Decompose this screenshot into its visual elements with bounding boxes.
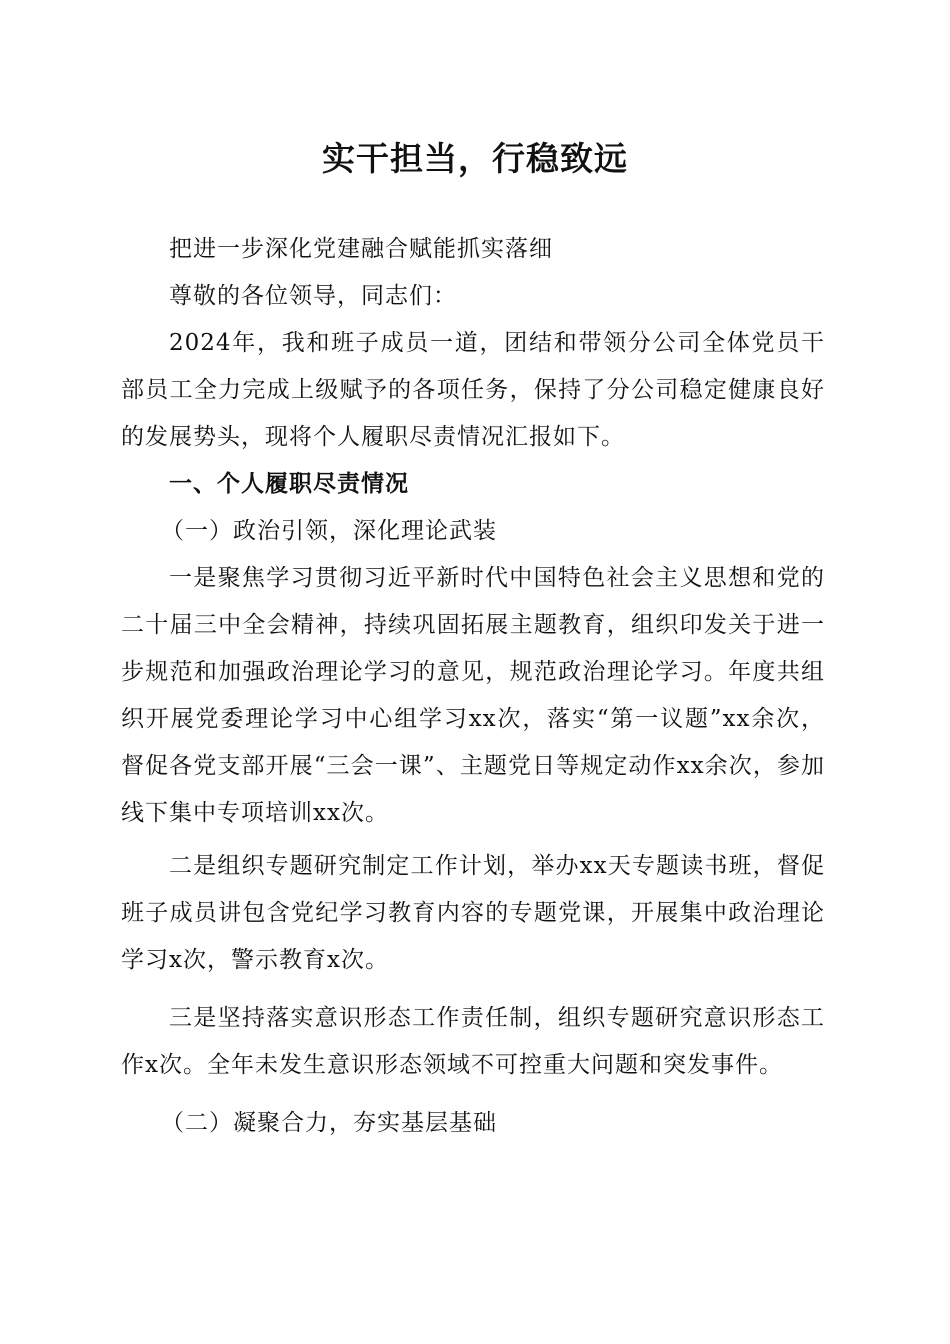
subtitle-line: 把进一步深化党建融合赋能抓实落细 [169, 236, 553, 262]
subsection-heading-1: （一）政治引领，深化理论武装 [161, 518, 497, 544]
paragraph-point-2: 二是组织专题研究制定工作计划，举办xx天专题读书班，督促班子成员讲包含党纪学习教育内容的专题党课，开展集中政治理论学习x次，警示教育x次。 [121, 853, 825, 973]
paragraph-point-3: 三是坚持落实意识形态工作责任制，组织专题研究意识形态工作x次。全年未发生意识形态领域不可控重大问题和突发事件。 [121, 1005, 825, 1078]
document-title: 实干担当，行稳致远 [322, 139, 628, 178]
intro-paragraph: 2024年，我和班子成员一道，团结和带领分公司全体党员干部员工全力完成上级赋予的各项任务，保持了分公司稳定健康良好的发展势头，现将个人履职尽责情况汇报如下。 [121, 330, 825, 450]
salutation: 尊敬的各位领导，同志们： [169, 283, 457, 309]
document-body [121, 226, 825, 1147]
subsection-heading-2: （二）凝聚合力，夯实基层基础 [161, 1110, 497, 1136]
section-heading-1: 一、个人履职尽责情况 [169, 471, 409, 497]
paragraph-point-1: 一是聚焦学习贯彻习近平新时代中国特色社会主义思想和党的二十届三中全会精神，持续巩固拓展主题教育，组织印发关于进一步规范和加强政治理论学习的意见，规范政治理论学习。年度共组织开展党委理论学习中心组学习xx次，落实“第一议题”xx余次，督促各党支部开展“三会一课”、主题党日等规定动作xx余次，参加线下集中专项培训xx次。 [121, 565, 825, 826]
